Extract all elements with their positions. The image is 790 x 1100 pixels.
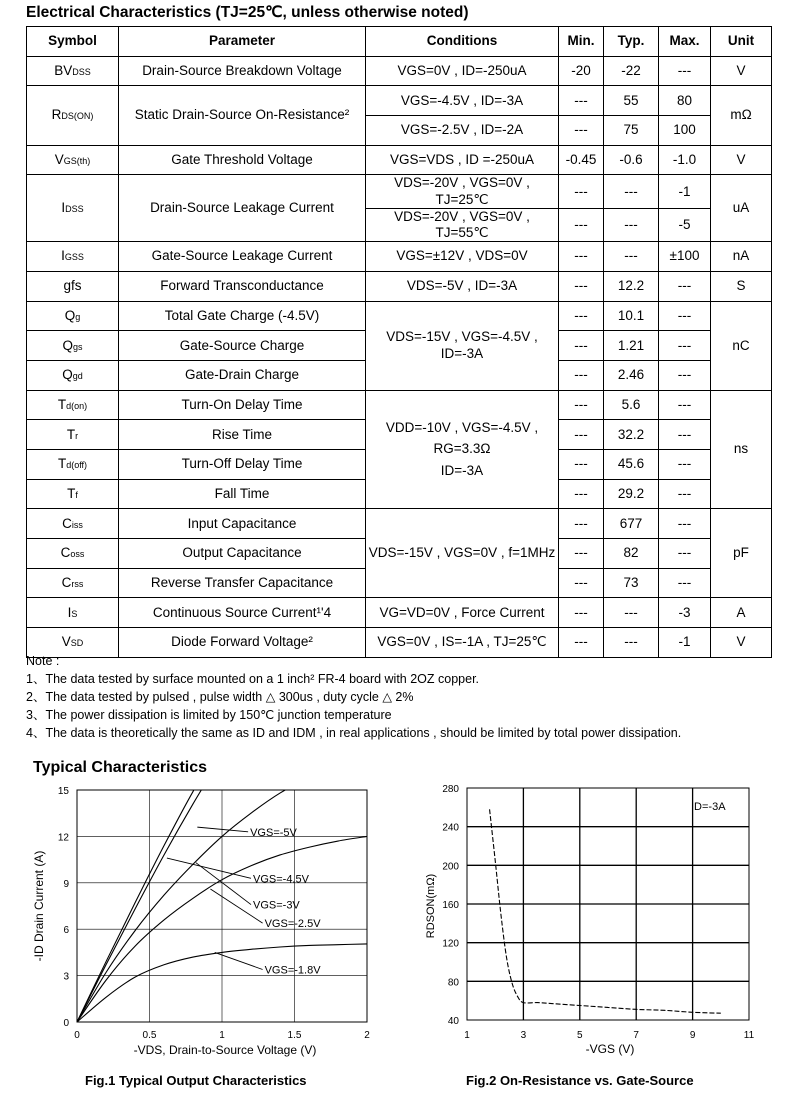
condition-cell: VDS=-20V , VGS=0V , TJ=25℃ [366, 175, 559, 208]
y-tick-label: 240 [442, 822, 459, 834]
parameter-cell: Static Drain-Source On-Resistance² [119, 86, 366, 145]
typ-cell: --- [604, 208, 659, 241]
table-row [27, 598, 772, 628]
table-header-row [27, 27, 772, 57]
min-cell: --- [559, 420, 604, 450]
y-tick-label: 40 [447, 1016, 459, 1027]
typ-cell: -0.6 [604, 145, 659, 175]
series-label: VGS=-5V [250, 826, 297, 839]
typ-cell: 5.6 [604, 390, 659, 420]
condition-cell: VGS=0V , ID=-250uA [366, 56, 559, 86]
max-cell: -1 [659, 628, 711, 658]
y-tick-label: 200 [442, 861, 459, 873]
parameter-cell: Turn-Off Delay Time [119, 450, 366, 480]
unit-cell: nC [711, 301, 772, 390]
max-cell: --- [659, 271, 711, 301]
note-item: 2、The data tested by pulsed , pulse width △ 300us , duty cycle △ 2% [26, 690, 414, 704]
min-cell: -20 [559, 56, 604, 86]
condition-cell: VGS=0V , IS=-1A , TJ=25℃ [366, 628, 559, 658]
section-title: Electrical Characteristics (TJ=25℃, unless otherwise noted) [26, 4, 469, 21]
max-cell: --- [659, 360, 711, 390]
unit-cell: S [711, 271, 772, 301]
parameter-cell: Turn-On Delay Time [119, 390, 366, 420]
symbol-cell: Tr [27, 420, 119, 450]
min-cell: --- [559, 271, 604, 301]
condition-cell: VGS=-4.5V , ID=-3A [366, 86, 559, 116]
y-tick-label: 120 [442, 938, 459, 950]
min-cell: --- [559, 539, 604, 569]
symbol-cell: VGS(th) [27, 145, 119, 175]
condition-cell: VDS=-15V , VGS=0V , f=1MHz [366, 509, 559, 598]
condition-cell: VGS=±12V , VDS=0V [366, 242, 559, 272]
typ-cell: -22 [604, 56, 659, 86]
min-cell: --- [559, 568, 604, 598]
electrical-characteristics-table [26, 26, 772, 658]
parameter-cell: Gate-Source Charge [119, 331, 366, 361]
condition-cell: VGS=-2.5V , ID=-2A [366, 116, 559, 146]
y-tick-label: 9 [63, 878, 69, 890]
symbol-cell: Qg [27, 301, 119, 331]
max-cell: --- [659, 301, 711, 331]
series-label: VGS=-1.8V [264, 964, 321, 977]
header-conditions: Conditions [366, 27, 559, 57]
max-cell: --- [659, 331, 711, 361]
annotation-label: ID=-3A [691, 801, 726, 813]
fig2-on-resistance-chart [415, 780, 770, 1065]
x-tick-label: 0 [74, 1030, 80, 1041]
parameter-cell: Reverse Transfer Capacitance [119, 568, 366, 598]
symbol-cell: Ciss [27, 509, 119, 539]
max-cell: --- [659, 568, 711, 598]
typ-cell: 32.2 [604, 420, 659, 450]
parameter-cell: Diode Forward Voltage² [119, 628, 366, 658]
typ-cell: 75 [604, 116, 659, 146]
x-tick-label: 1 [219, 1030, 225, 1041]
parameter-cell: Gate-Source Leakage Current [119, 242, 366, 272]
symbol-cell: IS [27, 598, 119, 628]
condition-cell: VGS=VDS , ID =-250uA [366, 145, 559, 175]
header-symbol: Symbol [27, 27, 119, 57]
notes [26, 652, 681, 742]
max-cell: 100 [659, 116, 711, 146]
max-cell: ±100 [659, 242, 711, 272]
parameter-cell: Rise Time [119, 420, 366, 450]
parameter-cell: Drain-Source Breakdown Voltage [119, 56, 366, 86]
min-cell: --- [559, 175, 604, 208]
unit-cell: pF [711, 509, 772, 598]
header-typ: Typ. [604, 27, 659, 57]
typ-cell: 82 [604, 539, 659, 569]
parameter-cell: Drain-Source Leakage Current [119, 175, 366, 242]
y-axis-label: -ID Drain Current (A) [32, 850, 46, 962]
typ-cell: --- [604, 175, 659, 208]
typ-cell: --- [604, 598, 659, 628]
typ-cell: 1.21 [604, 331, 659, 361]
condition-cell: VDS=-20V , VGS=0V , TJ=55℃ [366, 208, 559, 241]
header-min: Min. [559, 27, 604, 57]
unit-cell: V [711, 628, 772, 658]
table-row [27, 86, 772, 116]
note-item: 4、The data is theoretically the same as ID and IDM , in real applications , should be limited by total power dissipation. [26, 726, 682, 740]
x-tick-label: 3 [520, 1030, 527, 1041]
typ-cell: 55 [604, 86, 659, 116]
min-cell: --- [559, 116, 604, 146]
unit-cell: ns [711, 390, 772, 509]
y-tick-label: 15 [57, 786, 69, 797]
table-row [27, 390, 772, 420]
min-cell: --- [559, 86, 604, 116]
max-cell: --- [659, 390, 711, 420]
x-tick-label: 0.5 [142, 1030, 157, 1041]
typ-cell: 12.2 [604, 271, 659, 301]
table-row [27, 175, 772, 208]
unit-cell: A [711, 598, 772, 628]
note-item: 1、The data tested by surface mounted on a 1 inch² FR-4 board with 2OZ copper. [26, 672, 480, 686]
max-cell: --- [659, 56, 711, 86]
parameter-cell: Gate-Drain Charge [119, 360, 366, 390]
symbol-cell: Tf [27, 479, 119, 509]
condition-line: RG=3.3Ω [433, 441, 491, 457]
unit-cell: mΩ [711, 86, 772, 145]
series-label: VGS=-4.5V [253, 873, 309, 886]
unit-cell: uA [711, 175, 772, 242]
x-tick-label: 5 [577, 1030, 583, 1041]
max-cell: --- [659, 479, 711, 509]
typ-cell: 677 [604, 509, 659, 539]
symbol-cell: VSD [27, 628, 119, 658]
max-cell: -1 [659, 175, 711, 208]
min-cell: --- [559, 598, 604, 628]
min-cell: --- [559, 242, 604, 272]
symbol-cell: Crss [27, 568, 119, 598]
min-cell: --- [559, 331, 604, 361]
min-cell: --- [559, 360, 604, 390]
table-row [27, 301, 772, 331]
table-row [27, 271, 772, 301]
max-cell: --- [659, 450, 711, 480]
typ-cell: 29.2 [604, 479, 659, 509]
min-cell: -0.45 [559, 145, 604, 175]
symbol-cell: Td(on) [27, 390, 119, 420]
condition-line: ID=-3A [440, 462, 484, 478]
typ-cell: 73 [604, 568, 659, 598]
x-axis-label: -VGS (V) [585, 1042, 635, 1056]
parameter-cell: Forward Transconductance [119, 271, 366, 301]
min-cell: --- [559, 301, 604, 331]
condition-cell: VDS=-15V , VGS=-4.5V , ID=-3A [366, 301, 559, 390]
header-parameter: Parameter [119, 27, 366, 57]
symbol-cell: RDS(ON) [27, 86, 119, 145]
parameter-cell: Total Gate Charge (-4.5V) [119, 301, 366, 331]
x-tick-label: 9 [689, 1030, 696, 1041]
y-tick-label: 80 [447, 977, 459, 989]
fig1-caption: Fig.1 Typical Output Characteristics [85, 1073, 307, 1088]
parameter-cell: Continuous Source Current¹ʹ4 [119, 598, 366, 628]
x-tick-label: 1.5 [287, 1030, 302, 1041]
x-tick-label: 2 [364, 1030, 370, 1041]
table-row [27, 145, 772, 175]
max-cell: --- [659, 420, 711, 450]
series-label: VGS=-2.5V [264, 918, 321, 931]
unit-cell: V [711, 145, 772, 175]
typical-characteristics-title: Typical Characteristics [33, 759, 208, 776]
header-max: Max. [659, 27, 711, 57]
note-item: 3、The power dissipation is limited by 150℃ junction temperature [26, 708, 392, 722]
min-cell: --- [559, 390, 604, 420]
max-cell: -5 [659, 208, 711, 241]
min-cell: --- [559, 208, 604, 241]
x-tick-label: 11 [743, 1030, 755, 1041]
x-tick-label: 1 [464, 1030, 470, 1041]
max-cell: --- [659, 539, 711, 569]
max-cell: -3 [659, 598, 711, 628]
parameter-cell: Gate Threshold Voltage [119, 145, 366, 175]
fig1-output-characteristics-chart [25, 780, 380, 1065]
min-cell: --- [559, 450, 604, 480]
y-tick-label: 160 [442, 900, 459, 911]
symbol-cell: IDSS [27, 175, 119, 242]
typ-cell: 45.6 [604, 450, 659, 480]
min-cell: --- [559, 628, 604, 658]
y-tick-label: 280 [442, 784, 459, 795]
header-unit: Unit [711, 27, 772, 57]
y-tick-label: 12 [57, 832, 69, 844]
fig2-caption: Fig.2 On-Resistance vs. Gate-Source [466, 1073, 694, 1088]
unit-cell: nA [711, 242, 772, 272]
symbol-cell: gfs [27, 271, 119, 301]
symbol-cell: Coss [27, 539, 119, 569]
symbol-cell: IGSS [27, 242, 119, 272]
series-label: VGS=-3V [253, 899, 300, 912]
series-line [490, 809, 721, 1013]
typ-cell: --- [604, 242, 659, 272]
y-tick-label: 0 [63, 1018, 69, 1029]
notes-heading: Note : [26, 654, 60, 668]
symbol-cell: Td(off) [27, 450, 119, 480]
y-axis-label: RDSON(mΩ) [425, 873, 437, 939]
max-cell: --- [659, 509, 711, 539]
y-tick-label: 6 [63, 925, 69, 937]
typ-cell: 2.46 [604, 360, 659, 390]
x-axis-label: -VDS, Drain-to-Source Voltage (V) [133, 1043, 317, 1057]
series-label-arrow [197, 827, 248, 832]
table-row [27, 56, 772, 86]
x-tick-label: 7 [633, 1030, 639, 1041]
symbol-cell: BVDSS [27, 56, 119, 86]
table-row [27, 509, 772, 539]
y-tick-label: 3 [63, 971, 69, 983]
typ-cell: 10.1 [604, 301, 659, 331]
condition-cell: VG=VD=0V , Force Current [366, 598, 559, 628]
condition-cell: VDS=-5V , ID=-3A [366, 271, 559, 301]
condition-line: VDD=-10V , VGS=-4.5V , [385, 420, 539, 436]
min-cell: --- [559, 479, 604, 509]
condition-cell [366, 390, 559, 509]
table-row [27, 242, 772, 272]
parameter-cell: Fall Time [119, 479, 366, 509]
parameter-cell: Input Capacitance [119, 509, 366, 539]
min-cell: --- [559, 509, 604, 539]
symbol-cell: Qgs [27, 331, 119, 361]
max-cell: 80 [659, 86, 711, 116]
typ-cell: --- [604, 628, 659, 658]
unit-cell: V [711, 56, 772, 86]
symbol-cell: Qgd [27, 360, 119, 390]
max-cell: -1.0 [659, 145, 711, 175]
parameter-cell: Output Capacitance [119, 539, 366, 569]
series-label-arrow [167, 858, 251, 878]
